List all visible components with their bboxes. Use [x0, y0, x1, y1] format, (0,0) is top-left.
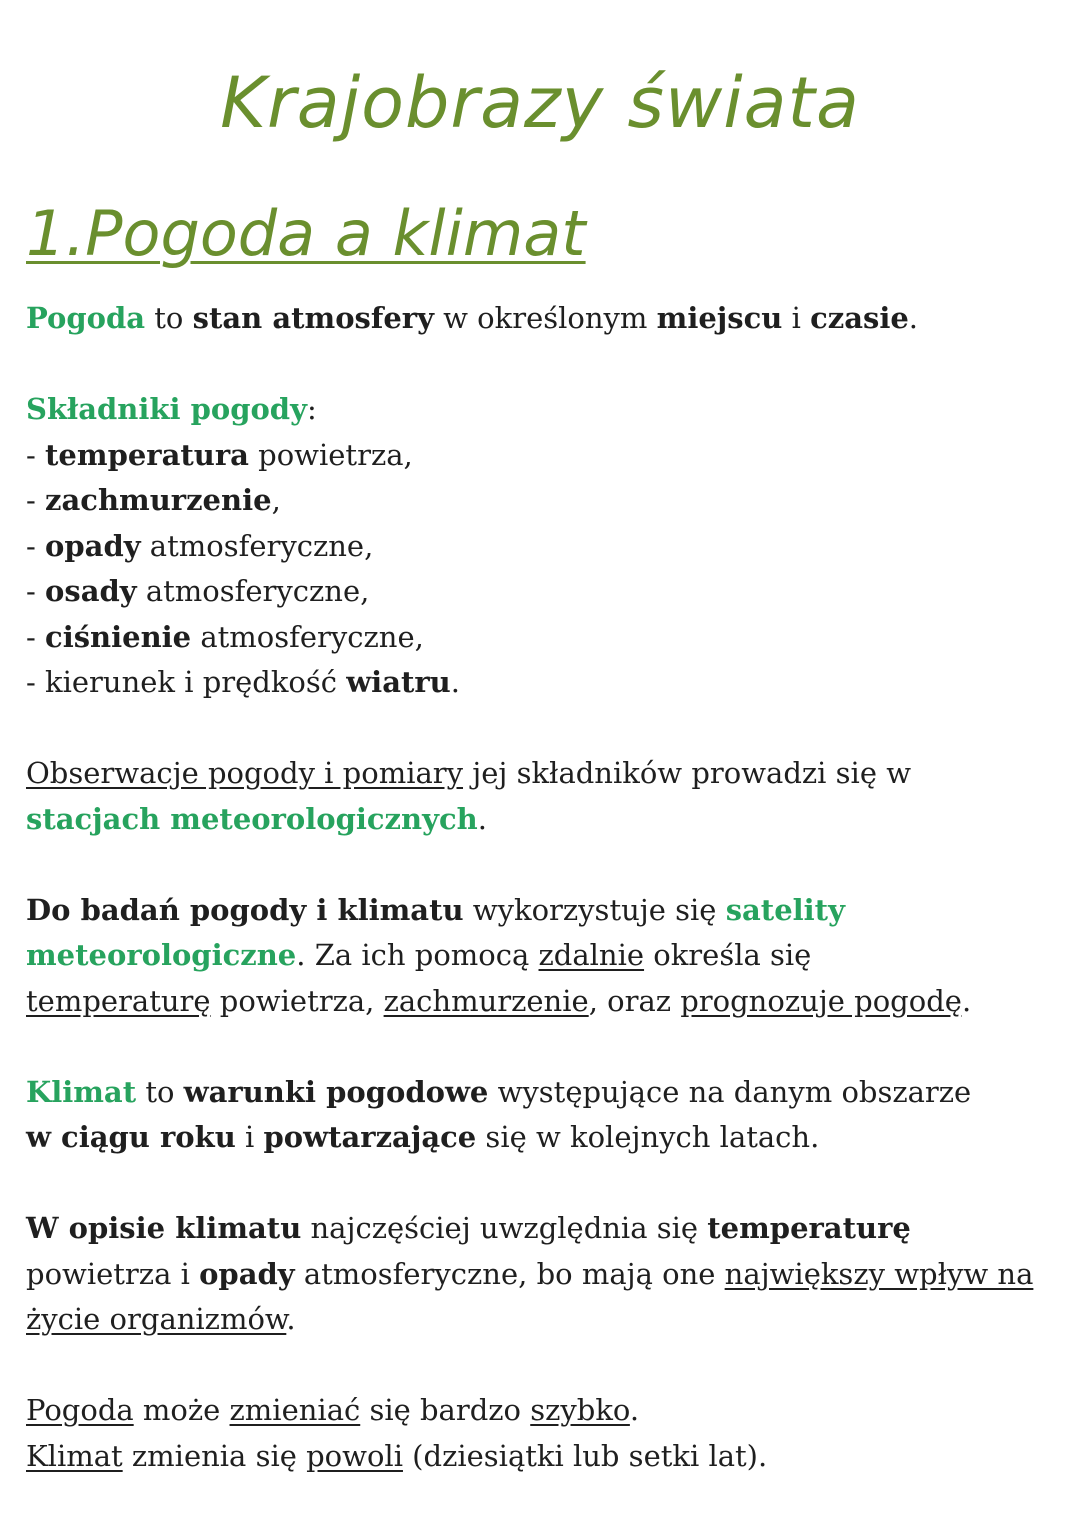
components-heading: [26, 387, 1056, 433]
text: to: [145, 301, 193, 335]
text: -: [26, 619, 46, 654]
text: .: [908, 301, 919, 335]
notes-body: [26, 296, 1056, 1479]
text: . Za ich pomocą: [296, 938, 539, 972]
text: może: [133, 1393, 230, 1427]
bold-text: powtarzające: [263, 1120, 477, 1154]
underlined-text: Pogoda: [26, 1393, 134, 1427]
term-pogoda: Pogoda: [26, 301, 146, 335]
underlined-text: temperaturę: [26, 983, 211, 1018]
page-title: Krajobrazy świata: [220, 62, 860, 144]
text: w określonym: [433, 301, 657, 335]
text: wykorzystuje się: [463, 892, 726, 927]
comparison-line-klimat: [26, 1434, 1056, 1480]
text: powietrza,: [210, 983, 384, 1018]
text: jej składników prowadzi się w: [463, 756, 912, 790]
text: .: [629, 1393, 640, 1427]
underlined-text: największy wpływ na życie organizmów: [26, 1256, 1034, 1336]
text: -: [26, 528, 46, 563]
list-item: [26, 569, 1056, 615]
underlined-text: zdalnie: [538, 938, 645, 972]
text: atmosferyczne,: [140, 528, 374, 563]
text: -: [26, 483, 46, 517]
text: to: [136, 1074, 184, 1109]
term-stacje: stacjach meteorologicznych: [26, 801, 478, 836]
bold-text: czasie: [810, 301, 909, 335]
text: .: [961, 983, 972, 1018]
text: zmienia się: [122, 1438, 307, 1473]
text: atmosferyczne, bo mają one: [294, 1256, 725, 1291]
bold-text: w ciągu roku: [26, 1120, 236, 1154]
definition-klimat: [26, 1070, 1056, 1161]
bold-text: temperatura: [45, 437, 249, 472]
text: atmosferyczne,: [191, 619, 424, 654]
text: atmosferyczne,: [136, 574, 370, 608]
bold-text: opady: [45, 528, 141, 563]
text: określa się: [644, 938, 812, 972]
underlined-text: Klimat: [26, 1438, 123, 1473]
underlined-text: szybko: [530, 1393, 630, 1427]
list-item: [26, 478, 1056, 524]
bold-text: zachmurzenie: [45, 483, 272, 517]
bold-text: temperaturę: [707, 1211, 911, 1245]
list-item: [26, 433, 1056, 479]
bold-text: ciśnienie: [45, 619, 192, 654]
bold-text: osady: [45, 574, 137, 608]
bold-text: wiatru: [346, 665, 451, 699]
bold-text: Do badań pogody i klimatu: [26, 892, 464, 927]
term-satelity: satelity meteorologiczne: [26, 892, 845, 972]
comparison-line-pogoda: [26, 1388, 1056, 1434]
text: .: [286, 1302, 296, 1336]
text: .: [477, 801, 487, 836]
observations-paragraph: [26, 751, 1056, 842]
bold-text: miejscu: [656, 301, 783, 335]
definition-pogoda: [26, 296, 1056, 342]
text: występujące na danym obszarze: [488, 1074, 972, 1109]
bold-text: stan atmosfery: [192, 301, 434, 335]
list-item: [26, 660, 1056, 706]
text: ,: [271, 483, 281, 517]
text: i: [235, 1120, 264, 1154]
term-klimat: Klimat: [26, 1074, 137, 1109]
underlined-text: powoli: [306, 1438, 403, 1473]
list-item: [26, 615, 1056, 661]
text: (dziesiątki lub setki lat).: [402, 1438, 768, 1473]
underlined-text: Obserwacje pogody i pomiary: [26, 756, 464, 790]
text: .: [450, 665, 460, 699]
bold-text: opady: [199, 1256, 295, 1291]
term-skladniki: Składniki pogody: [26, 392, 307, 426]
bold-text: warunki pogodowe: [183, 1074, 489, 1109]
text: powietrza,: [248, 437, 413, 472]
text: się w kolejnych latach.: [476, 1120, 820, 1154]
text: się bardzo: [360, 1393, 531, 1427]
underlined-text: zmieniać: [229, 1393, 361, 1427]
underlined-text: zachmurzenie: [383, 983, 589, 1018]
list-item: [26, 524, 1056, 570]
text: -: [26, 574, 46, 608]
satellites-paragraph: [26, 888, 1056, 1025]
climate-description: [26, 1206, 1056, 1343]
text: , oraz: [588, 983, 681, 1018]
underlined-text: prognozuje pogodę: [680, 983, 962, 1018]
text: :: [306, 392, 317, 426]
text: najczęściej uwzględnia się: [301, 1211, 708, 1245]
text: -: [26, 437, 46, 472]
text: powietrza i: [26, 1256, 200, 1291]
bold-text: W opisie klimatu: [26, 1211, 302, 1245]
section-heading: 1.Pogoda a klimat: [26, 197, 586, 270]
text: i: [782, 301, 811, 335]
text: - kierunek i prędkość: [26, 665, 347, 699]
